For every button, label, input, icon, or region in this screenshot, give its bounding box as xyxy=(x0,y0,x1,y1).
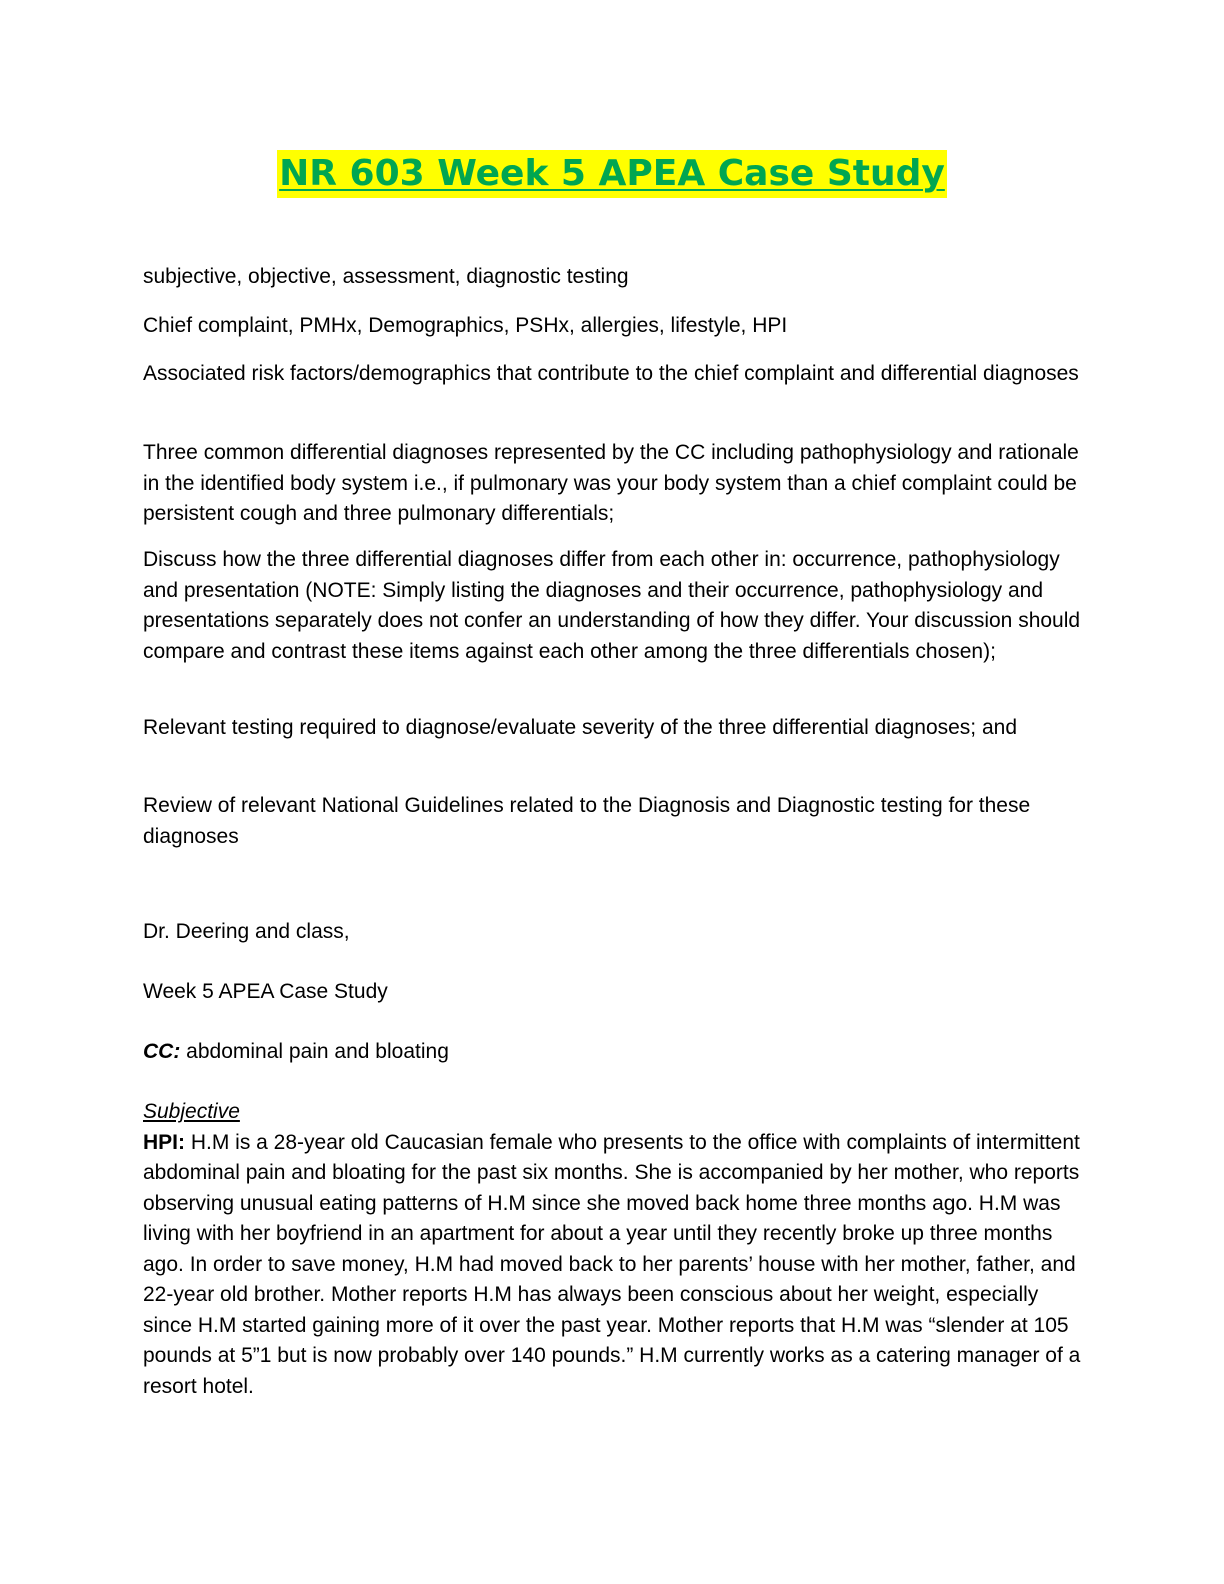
paragraph-7: Review of relevant National Guidelines related to the Diagnosis and Diagnostic testing for these diagnoses xyxy=(143,794,1031,848)
title-container xyxy=(0,150,1224,198)
paragraph-3: Associated risk factors/demographics that contribute to the chief complaint and differential diagnoses xyxy=(143,362,1079,385)
hpi-label: HPI: xyxy=(143,1130,185,1154)
paragraph-5: Discuss how the three differential diagnoses differ from each other in: occurrence, pathophysiology and presentation (NOTE: Simply listing the diagnoses and their occurrence, pathophysiology and presentations separately does not confer an understanding of how they differ. Your discussion should compare and contrast these items against each other among the three differentials chosen); xyxy=(143,548,1081,663)
subjective-section xyxy=(143,1097,1083,1402)
subjective-heading: Subjective xyxy=(143,1100,240,1123)
greeting: Dr. Deering and class, xyxy=(143,920,350,943)
paragraph-6: Relevant testing required to diagnose/evaluate severity of the three differential diagnoses; and xyxy=(143,716,1018,739)
document-title: NR 603 Week 5 APEA Case Study xyxy=(277,150,947,198)
cc-label: CC: xyxy=(143,1040,181,1063)
hpi-text: H.M is a 28-year old Caucasian female who presents to the office with complaints of intermittent abdominal pain and bloating for the past six months. She is accompanied by her mother, who reports observing unusual eating patterns of H.M since she moved back home three months ago. H.M was living with her boyfriend in an apartment for about a year until they recently broke up three months ago. In order to save money, H.M had moved back to her parents’ house with her mother, father, and 22-year old brother. Mother reports H.M has always been conscious about her weight, especially since H.M started gaining more of it over the past year. Mother reports that H.M was “slender at 105 pounds at 5”1 but is now probably over 140 pounds.” H.M currently works as a catering manager of a resort hotel. xyxy=(143,1130,1081,1398)
paragraph-2: Chief complaint, PMHx, Demographics, PSHx, allergies, lifestyle, HPI xyxy=(143,314,788,337)
case-title: Week 5 APEA Case Study xyxy=(143,980,388,1003)
cc-text: abdominal pain and bloating xyxy=(180,1040,449,1063)
paragraph-1: subjective, objective, assessment, diagnostic testing xyxy=(143,265,629,288)
chief-complaint xyxy=(143,1037,1083,1068)
paragraph-4: Three common differential diagnoses represented by the CC including pathophysiology and rationale in the identified body system i.e., if pulmonary was your body system than a chief complaint could be persistent cough and three pulmonary differentials; xyxy=(143,441,1079,525)
